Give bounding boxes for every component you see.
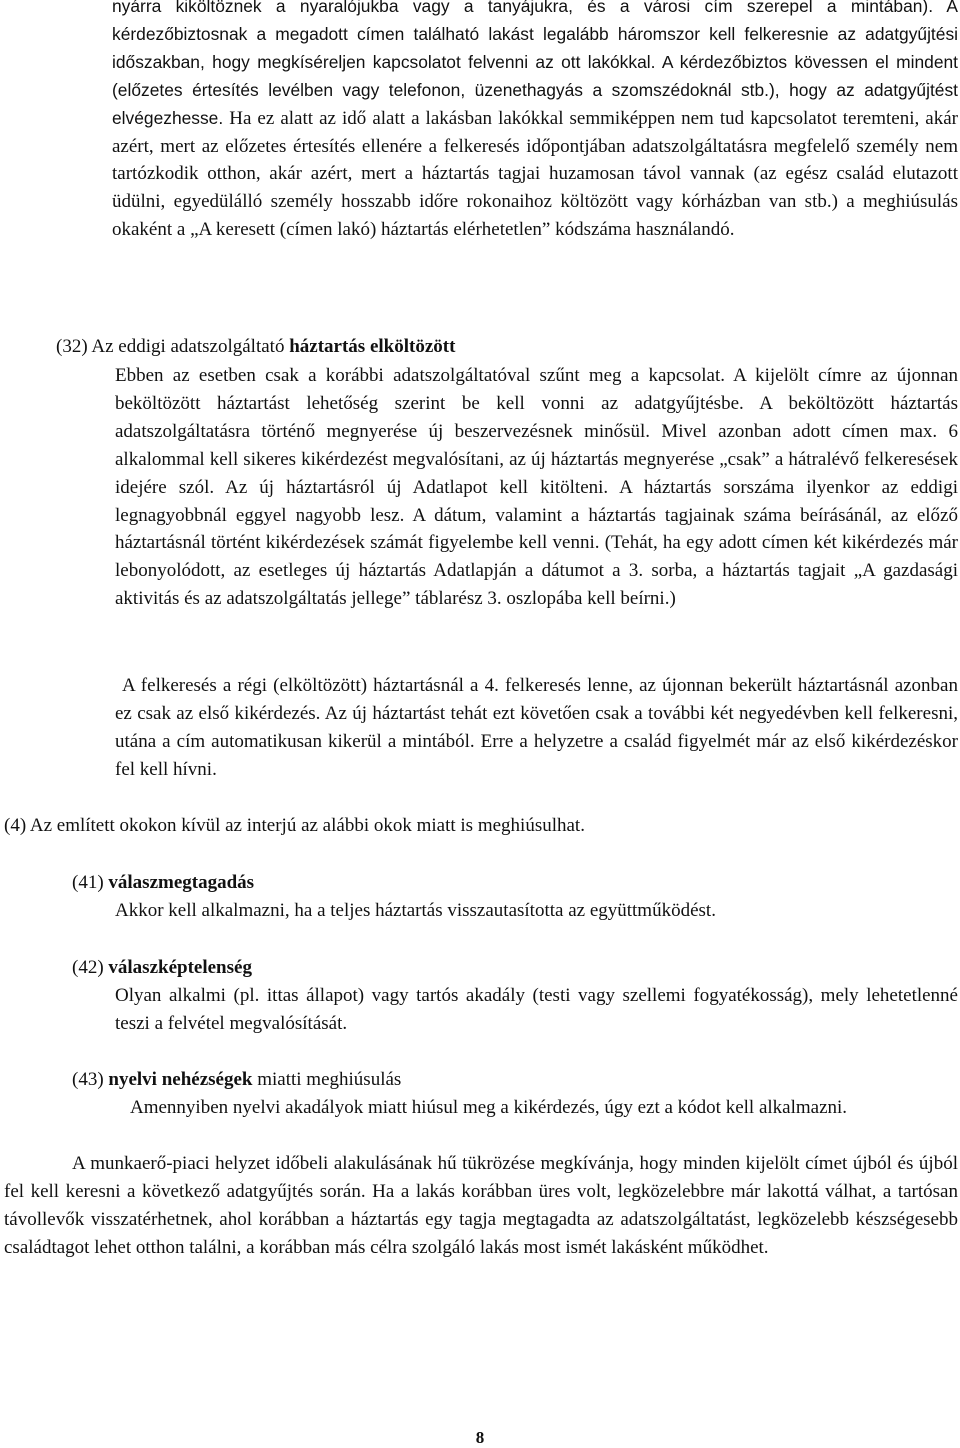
- section-42-prefix: (42): [72, 957, 109, 978]
- page-number: 8: [475, 1428, 485, 1447]
- section-43-prefix: (43): [72, 1069, 109, 1090]
- intro-text-serif: Ha ez alatt az idő alatt a lakásban lakókkal semmiképpen nem tud kapcsolatot teremteni, akár azért, mert az előzetes értesítés ellenére a felkeresés időpontjában adatszolgáltatásra megfelelő személy nem tartózkodik otthon, akár azért, mert a háztartás tagjai huzamosan távol vannak (az egész család elutazott üdülni, egyedülálló személy hosszabb időre rokonaihoz költözött vagy kórházban van stb.) a meghiúsulás okaként a „A keresett (címen lakó) háztartás elérhetetlen” kódszáma használandó.: [112, 107, 958, 241]
- section-42-title: válaszképtelenség: [108, 957, 252, 978]
- section-32-prefix: (32) Az eddigi adatszolgáltató: [56, 336, 290, 357]
- section-42-body: Olyan alkalmi (pl. ittas állapot) vagy tartós akadály (testi vagy szellemi fogyatékosság), mely lehetetlenné teszi a felvétel megvalósítását.: [115, 985, 958, 1034]
- section-32-heading: [56, 333, 455, 361]
- section-32-body-continued: A felkeresés a régi (elköltözött) háztartásnál a 4. felkeresés lenne, az újonnan bekerült háztartásnál azonban ez csak az első kikérdezés. Az új háztartást tehát ezt követően csak a további két negyedévben kell felkeresni, utána a cím automatikusan kikerül a mintából. Erre a helyzetre a család figyelmét már az első kikérdezéskor fel kell hívni.: [115, 675, 958, 780]
- section-41-heading: [72, 869, 254, 897]
- section-43-title: nyelvi nehézségek: [108, 1069, 253, 1090]
- intro-paragraph: [112, 0, 958, 244]
- section-41-prefix: (41): [72, 872, 109, 893]
- section-43-heading: [72, 1066, 401, 1094]
- section-32-title: háztartás elköltözött: [289, 336, 456, 357]
- closing-paragraph: A munkaerő-piaci helyzet időbeli alakulásának hű tükrözése megkívánja, hogy minden kijelölt címet újból és újból fel kell keresni a következő adatgyűjtés során. Ha a lakás korábban üres volt, legközelebbre már lakottá válhat, a tartósan távollevők visszatérhetnek, ahol korábban a háztartás egy tagja megtagadta az adatszolgáltatást, legközelebb készségesebb családtagot lehet otthon találni, a korábban más célra szolgáló lakás most ismét lakásként működhet.: [4, 1153, 958, 1258]
- section-41-body: Akkor kell alkalmazni, ha a teljes háztartás visszautasította az együttműködést.: [115, 900, 716, 921]
- intro-text-sans: nyárra kiköltöznek a nyaralójukba vagy a tanyájukra, és a városi cím szerepel a mintában). A kérdezőbiztosnak a megadott címen található lakást legalább háromszor kell felkeresnie az adatgyűjtési időszakban, hogy megkíséreljen kapcsolatot felvenni az ott lakókkal. A kérdezőbiztos kövessen el mindent (előzetes értesítés levélben vagy telefonon, üzenethagyás a szomszédoknál stb.), hogy az adatgyűjtést elvégezhesse.: [112, 0, 958, 128]
- section-32-body: Ebben az esetben csak a korábbi adatszolgáltatóval szűnt meg a kapcsolat. A kijelölt címre az újonnan beköltözött háztartást lehetőség szerint be kell vonni az adatgyűjtésbe. A beköltözött háztartás adatszolgáltatásra történő megnyerése új beszervezésnek minősül. Mivel azonban adott címen max. 6 alkalommal kell sikeres kikérdezést megvalósítani, az új háztartás megnyerése „csak” a hátralévő felkeresések idejére szól. Az új háztartásról új Adatlapot kell kitölteni. A háztartás sorszáma ilyenkor az eddigi legnagyobbnál eggyel nagyobb lesz. A dátum, valamint a háztartás tagjainak száma beírásánál, az előző háztartásnál történt kikérdezések számát figyelembe kell venni. (Tehát, ha egy adott címen két kikérdezés már lebonyolódott, az esetleges új háztartás Adatlapján a dátumot a 3. sorba, a háztartás tagjait „A gazdasági aktivitás és az adatszolgáltatás jellege” táblarész 3. oszlopába kell beírni.): [115, 365, 958, 610]
- section-43-body: Amennyiben nyelvi akadályok miatt hiúsul meg a kikérdezés, úgy ezt a kódot kell alkalmazni.: [130, 1097, 848, 1118]
- section-42-heading: [72, 954, 252, 982]
- section-43-suffix: miatti meghiúsulás: [252, 1069, 402, 1090]
- section-4-heading: (4) Az említett okokon kívül az interjú az alábbi okok miatt is meghiúsulhat.: [4, 815, 585, 836]
- section-41-title: válaszmegtagadás: [108, 872, 255, 893]
